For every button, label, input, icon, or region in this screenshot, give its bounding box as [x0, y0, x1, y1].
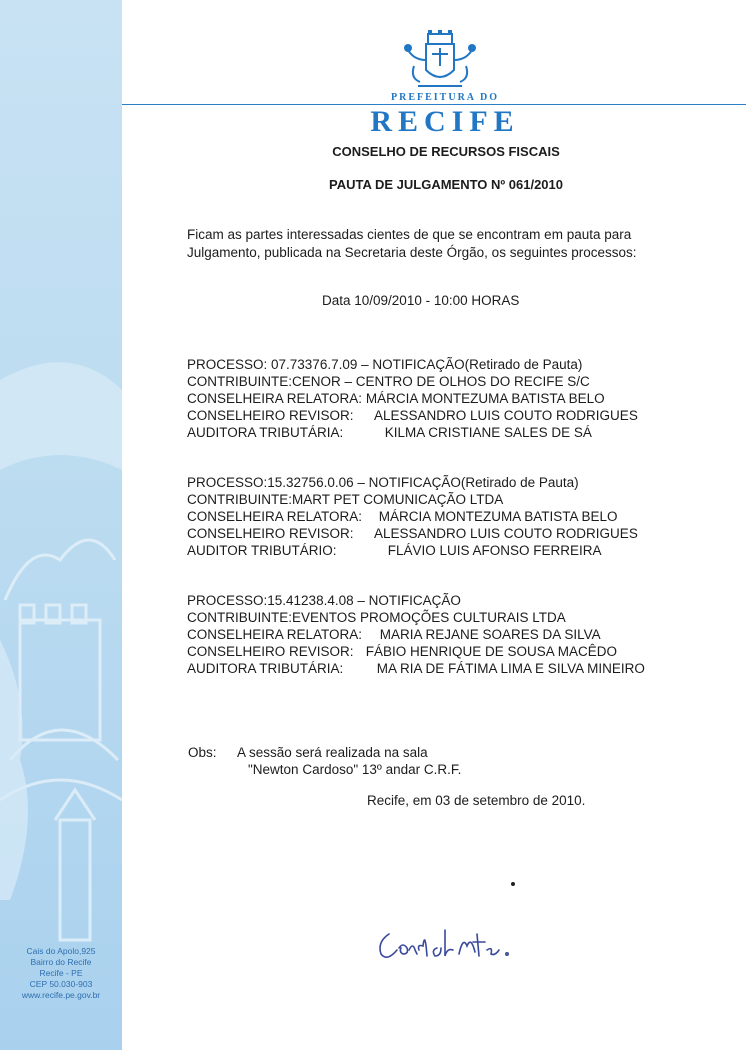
rapporteur-row: [187, 390, 638, 407]
council-title: CONSELHO DE RECURSOS FISCAIS: [332, 144, 560, 159]
process-block: [187, 474, 638, 559]
process-number: PROCESSO:15.32756.0.06 – NOTIFICAÇÃO(Retirado de Pauta): [187, 475, 579, 490]
reviewer-name: FÁBIO HENRIQUE DE SOUSA MACÊDO: [365, 644, 618, 659]
rapporteur-row: [187, 626, 645, 643]
address-line: CEP 50.030-903: [29, 979, 93, 989]
process-number: PROCESSO: 07.73376.7.09 – NOTIFICAÇÃO(Retirado de Pauta): [187, 357, 583, 372]
rapporteur-label: CONSELHEIRA RELATORA:: [187, 627, 363, 642]
reviewer-row: [187, 643, 645, 660]
rapporteur-name: MÁRCIA MONTEZUMA BATISTA BELO: [365, 391, 605, 406]
ink-dot: [511, 882, 515, 886]
auditor-name: FLÁVIO LUIS AFONSO FERREIRA: [387, 543, 602, 558]
rapporteur-label: CONSELHEIRA RELATORA:: [187, 509, 363, 524]
rapporteur-label: CONSELHEIRA RELATORA:: [187, 391, 363, 406]
taxpayer: CONTRIBUINTE:CENOR – CENTRO DE OLHOS DO RECIFE S/C: [187, 374, 590, 389]
coat-of-arms-icon: [400, 30, 480, 92]
reviewer-row: [187, 525, 638, 542]
auditor-row: [187, 542, 638, 559]
reviewer-name: ALESSANDRO LUIS COUTO RODRIGUES: [374, 408, 638, 423]
city-watermark-icon: [0, 0, 122, 1050]
process-block: [187, 356, 638, 441]
auditor-row: [187, 660, 645, 677]
intro-paragraph: [187, 226, 707, 262]
session-date: Data 10/09/2010 - 10:00 HORAS: [322, 293, 520, 308]
taxpayer: CONTRIBUINTE:EVENTOS PROMOÇÕES CULTURAIS LTDA: [187, 610, 566, 625]
rapporteur-name: MÁRCIA MONTEZUMA BATISTA BELO: [378, 509, 618, 524]
obs-label: Obs:: [188, 745, 217, 760]
reviewer-name: ALESSANDRO LUIS COUTO RODRIGUES: [374, 526, 638, 541]
auditor-label: AUDITOR TRIBUTÁRIO:: [187, 543, 337, 558]
obs-room: "Newton Cardoso" 13º andar C.R.F.: [248, 762, 462, 777]
closing-date: Recife, em 03 de setembro de 2010.: [367, 793, 586, 808]
auditor-row: [187, 424, 638, 441]
observation: [188, 744, 461, 778]
address-block: [0, 946, 122, 1001]
rapporteur-row: [187, 508, 638, 525]
handwritten-signature: [375, 920, 535, 970]
reviewer-row: [187, 407, 638, 424]
city-logo-text: RECIFE: [370, 105, 520, 138]
address-line: Recife - PE: [39, 968, 83, 978]
process-block: [187, 592, 645, 677]
process-number: PROCESSO:15.41238.4.08 – NOTIFICAÇÃO: [187, 593, 461, 608]
obs-line: [188, 744, 461, 761]
address-line: www.recife.pe.gov.br: [21, 990, 101, 1000]
prefeitura-label: PREFEITURA DO: [391, 92, 499, 103]
reviewer-label: CONSELHEIRO REVISOR:: [187, 644, 354, 659]
address-line: Cais do Apolo,925: [26, 946, 96, 956]
auditor-label: AUDITORA TRIBUTÁRIA:: [187, 425, 344, 440]
auditor-name: KILMA CRISTIANE SALES DE SÁ: [384, 425, 592, 440]
document-title: PAUTA DE JULGAMENTO Nº 061/2010: [329, 177, 563, 192]
sidebar-watermark: [0, 0, 122, 1050]
auditor-label: AUDITORA TRIBUTÁRIA:: [187, 661, 344, 676]
intro-line: Ficam as partes interessadas cientes de que se encontram em pauta para: [187, 227, 632, 242]
auditor-name: MA RIA DE FÁTIMA LIMA E SILVA MINEIRO: [376, 661, 645, 676]
rapporteur-name: MARIA REJANE SOARES DA SILVA: [379, 627, 601, 642]
address-line: Bairro do Recife: [30, 957, 92, 967]
reviewer-label: CONSELHEIRO REVISOR:: [187, 526, 354, 541]
obs-text: A sessão será realizada na sala: [237, 745, 428, 760]
intro-line: Julgamento, publicada na Secretaria deste Órgão, os seguintes processos:: [187, 245, 637, 260]
taxpayer: CONTRIBUINTE:MART PET COMUNICAÇÃO LTDA: [187, 492, 504, 507]
reviewer-label: CONSELHEIRO REVISOR:: [187, 408, 354, 423]
